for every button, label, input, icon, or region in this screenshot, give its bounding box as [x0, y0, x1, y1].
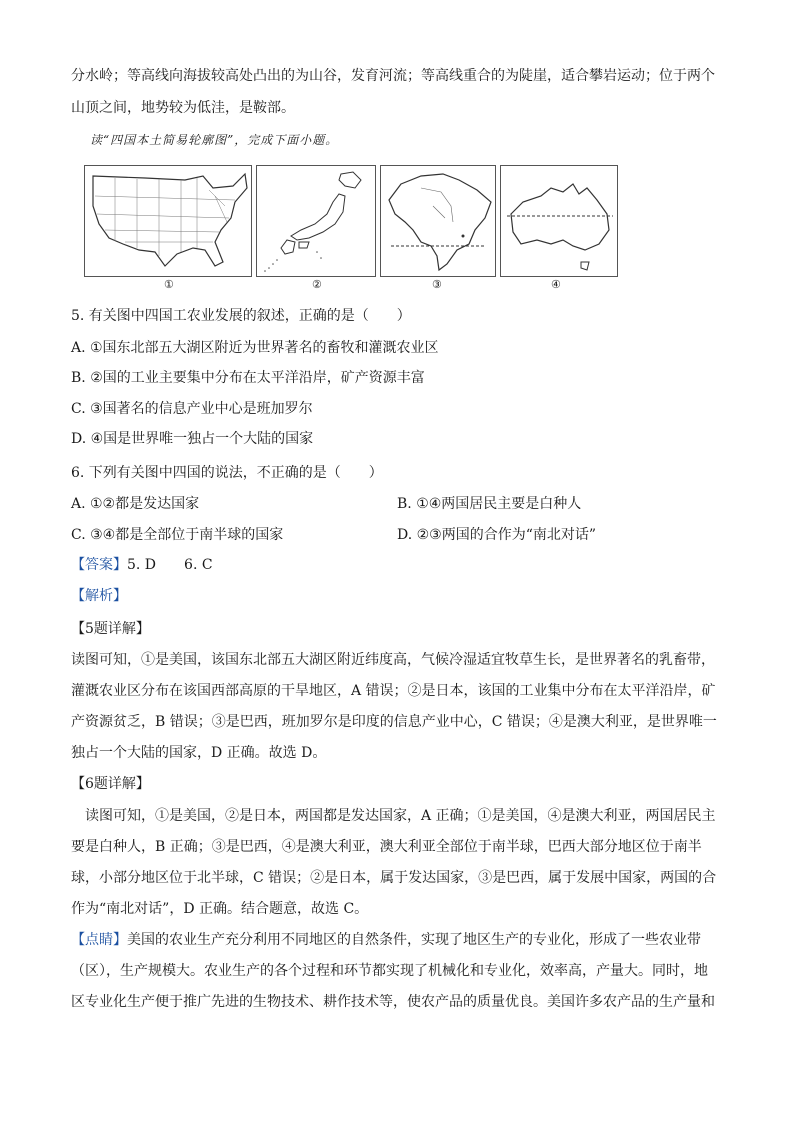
q5-option-a: A. ①国东北部五大湖区附近为世界著名的畜牧和灌溉农业区 — [71, 340, 439, 356]
q5-option-c: C. ③国著名的信息产业中心是班加罗尔 — [71, 401, 313, 417]
detail5-tag: 【5题详解】 — [71, 621, 150, 637]
comment-tag: 【点睛】 — [71, 932, 127, 948]
analysis-tag: 【解析】 — [71, 588, 127, 604]
map-brazil — [380, 165, 496, 277]
q6-option-d: D. ②③两国的合作为“南北对话” — [397, 527, 597, 543]
comment-line-2: （区），生产规模大。农业生产的各个过程和环节都实现了机械化和专业化，效率高，产量大。同时，地 — [71, 963, 708, 979]
detail5-line-1: 读图可知，①是美国，该国东北部五大湖区附近纬度高，气候冷湿适宜牧草生长，是世界著名的乳畜带， — [71, 652, 715, 668]
detail6-line-3: 球，小部分地区位于北半球，C 错误；②是日本，属于发达国家，③是巴西，属于发展中国家，两国的合 — [71, 870, 717, 886]
country-outline-maps — [84, 165, 618, 277]
intro-line-1: 分水岭；等高线向海拔较高处凸出的为山谷，发育河流；等高线重合的为陡崖，适合攀岩运动；位于两个 — [71, 68, 715, 84]
map-japan — [256, 165, 376, 277]
q6-option-b: B. ①④两国居民主要是白种人 — [397, 496, 582, 512]
comment-line-3: 区专业化生产便于推广先进的生物技术、耕作技术等，使农产品的质量优良。美国许多农产品的生产量和 — [71, 994, 715, 1010]
answer-line — [71, 555, 213, 575]
comment-text-1: 美国的农业生产充分利用不同地区的自然条件，实现了地区生产的专业化，形成了一些农业带 — [127, 932, 701, 948]
detail5-line-3: 产资源贫乏，B 错误；③是巴西，班加罗尔是印度的信息产业中心，C 错误；④是澳大利亚，是世界唯一 — [71, 714, 717, 730]
comment-line-1 — [71, 930, 701, 950]
intro-line-2: 山顶之间，地势较为低洼，是鞍部。 — [71, 100, 295, 116]
q5-stem: 5. 有关图中四国工农业发展的叙述，正确的是（ ） — [71, 308, 411, 324]
answer-tag: 【答案】 — [71, 557, 127, 573]
map-label-2: ② — [312, 278, 322, 291]
q6-option-c: C. ③④都是全部位于南半球的国家 — [71, 527, 284, 543]
map-usa — [84, 165, 252, 277]
map-label-1: ① — [164, 278, 174, 291]
detail6-tag: 【6题详解】 — [71, 776, 150, 792]
map-label-3: ③ — [432, 278, 442, 291]
map-australia — [500, 165, 618, 277]
q6-option-a: A. ①②都是发达国家 — [71, 496, 200, 512]
figure-caption: 读“四国本土简易轮廓图”，完成下面小题。 — [90, 133, 339, 147]
q5-option-d: D. ④国是世界唯一独占一个大陆的国家 — [71, 431, 314, 447]
detail5-line-4: 独占一个大陆的国家，D 正确。故选 D。 — [71, 745, 327, 761]
q6-stem: 6. 下列有关图中四国的说法，不正确的是（ ） — [71, 465, 383, 481]
detail6-line-2: 要是白种人，B 正确；③是巴西，④是澳大利亚，澳大利亚全部位于南半球，巴西大部分地区位于南半 — [71, 839, 702, 855]
q5-option-b: B. ②国的工业主要集中分布在太平洋沿岸，矿产资源丰富 — [71, 370, 425, 386]
answer-text: 5. D 6. C — [127, 557, 213, 573]
detail6-line-4: 作为“南北对话”，D 正确。结合题意，故选 C。 — [71, 901, 369, 917]
map-label-4: ④ — [551, 278, 561, 291]
detail6-line-1: 读图可知，①是美国，②是日本，两国都是发达国家，A 正确；①是美国，④是澳大利亚，两国居民主 — [71, 808, 716, 824]
detail5-line-2: 灌溉农业区分布在该国西部高原的干旱地区，A 错误；②是日本，该国的工业集中分布在太平洋沿岸，矿 — [71, 683, 716, 699]
